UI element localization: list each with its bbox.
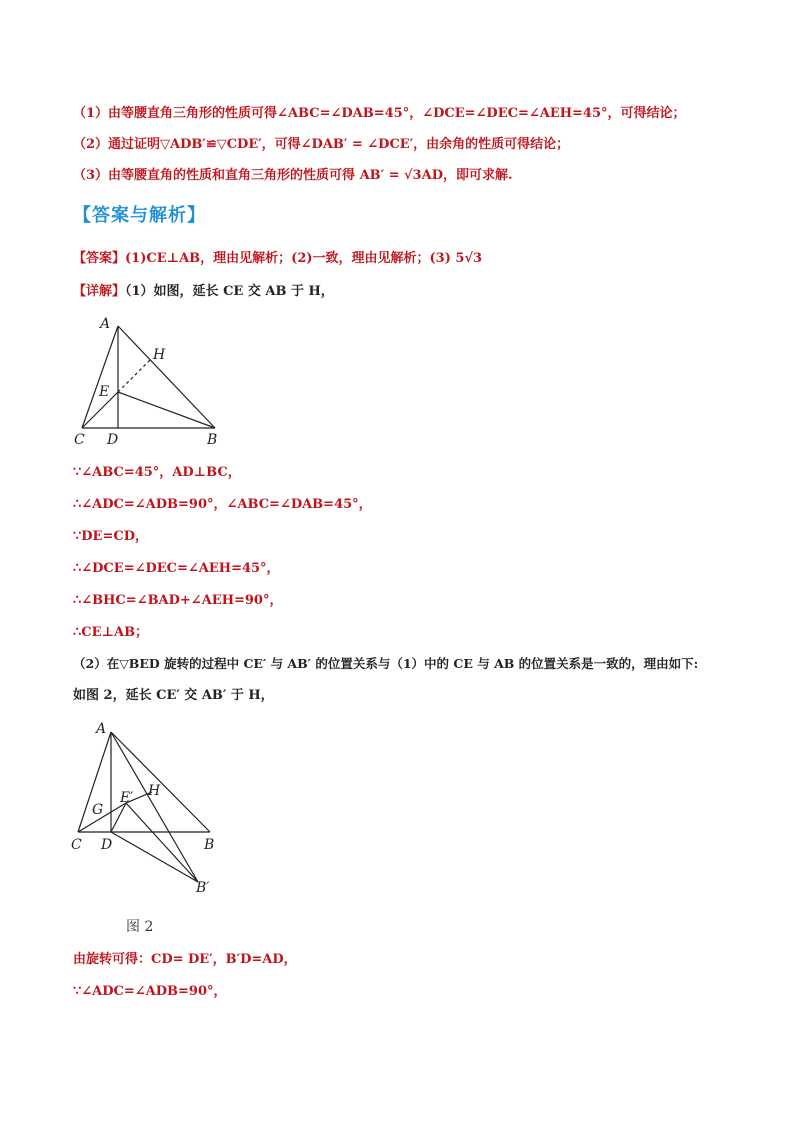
step1-line-3: ∵DE=CD， [73,529,148,544]
step1-line-2: ∴∠ADC=∠ADB=90°，∠ABC=∠DAB=45°， [73,497,372,512]
step1-line-6: ∴CE⊥AB； [73,625,149,640]
answer-prefix: 【答案】 [73,251,126,266]
fig2-label-b-prime: B′ [196,880,210,896]
fig1-label-a: A [100,316,111,332]
section-heading: 【答案与解析】 [73,205,206,226]
step1-line-5: ∴∠BHC=∠BAD+∠AEH=90°， [73,593,283,608]
fig2-label-g: G [92,802,104,818]
step2-line-1: 由旋转可得：CD= DE′，B′D=AD， [73,952,297,967]
fig1-label-e: E [99,384,110,400]
analysis-line-2: （2）通过证明▽ADB′≌▽CDE′，可得∠DAB′ = ∠DCE′，由余角的性质可得结论； [73,137,570,152]
answer-text: (1)CE⊥AB，理由见解析；(2)一致，理由见解析；(3) 5√3 [125,251,483,266]
detail-text: （1）如图，延长 CE 交 AB 于 H， [125,284,334,299]
detail-line [73,282,734,302]
figure-2 [68,716,248,911]
analysis-line-1: （1）由等腰直角三角形的性质可得∠ABC=∠DAB=45°，∠DCE=∠DEC=∠AEH=45°，可得结论； [73,106,686,121]
fig2-label-b: B [204,837,215,853]
part2-line-1: （2）在▽BED 旋转的过程中 CE′ 与 AB′ 的位置关系与（1）中的 CE 与 AB 的位置关系是一致的，理由如下: [73,656,699,671]
fig1-label-c: C [74,432,85,448]
fig2-label-e-prime: E′ [120,790,134,806]
step1-line-4: ∴∠DCE=∠DEC=∠AEH=45°， [73,561,280,576]
fig2-label-c: C [71,837,82,853]
fig2-caption: 图 2 [126,919,154,935]
part2-line-2: 如图 2，延长 CE′ 交 AB′ 于 H， [73,688,274,703]
fig2-label-h: H [148,783,161,799]
detail-prefix: 【详解】 [73,284,126,299]
answer-line [73,249,734,269]
step1-line-1: ∵∠ABC=45°，AD⊥BC， [73,465,241,480]
step2-line-2: ∵∠ADC=∠ADB=90°， [73,984,227,999]
fig2-label-a: A [96,721,107,737]
fig1-label-h: H [153,347,166,363]
fig1-label-d: D [107,432,119,448]
fig2-label-d: D [101,837,113,853]
analysis-line-3: （3）由等腰直角的性质和直角三角形的性质可得 AB′ = √3AD，即可求解. [73,168,513,183]
figure-1 [70,312,250,447]
fig1-label-b: B [207,432,218,448]
